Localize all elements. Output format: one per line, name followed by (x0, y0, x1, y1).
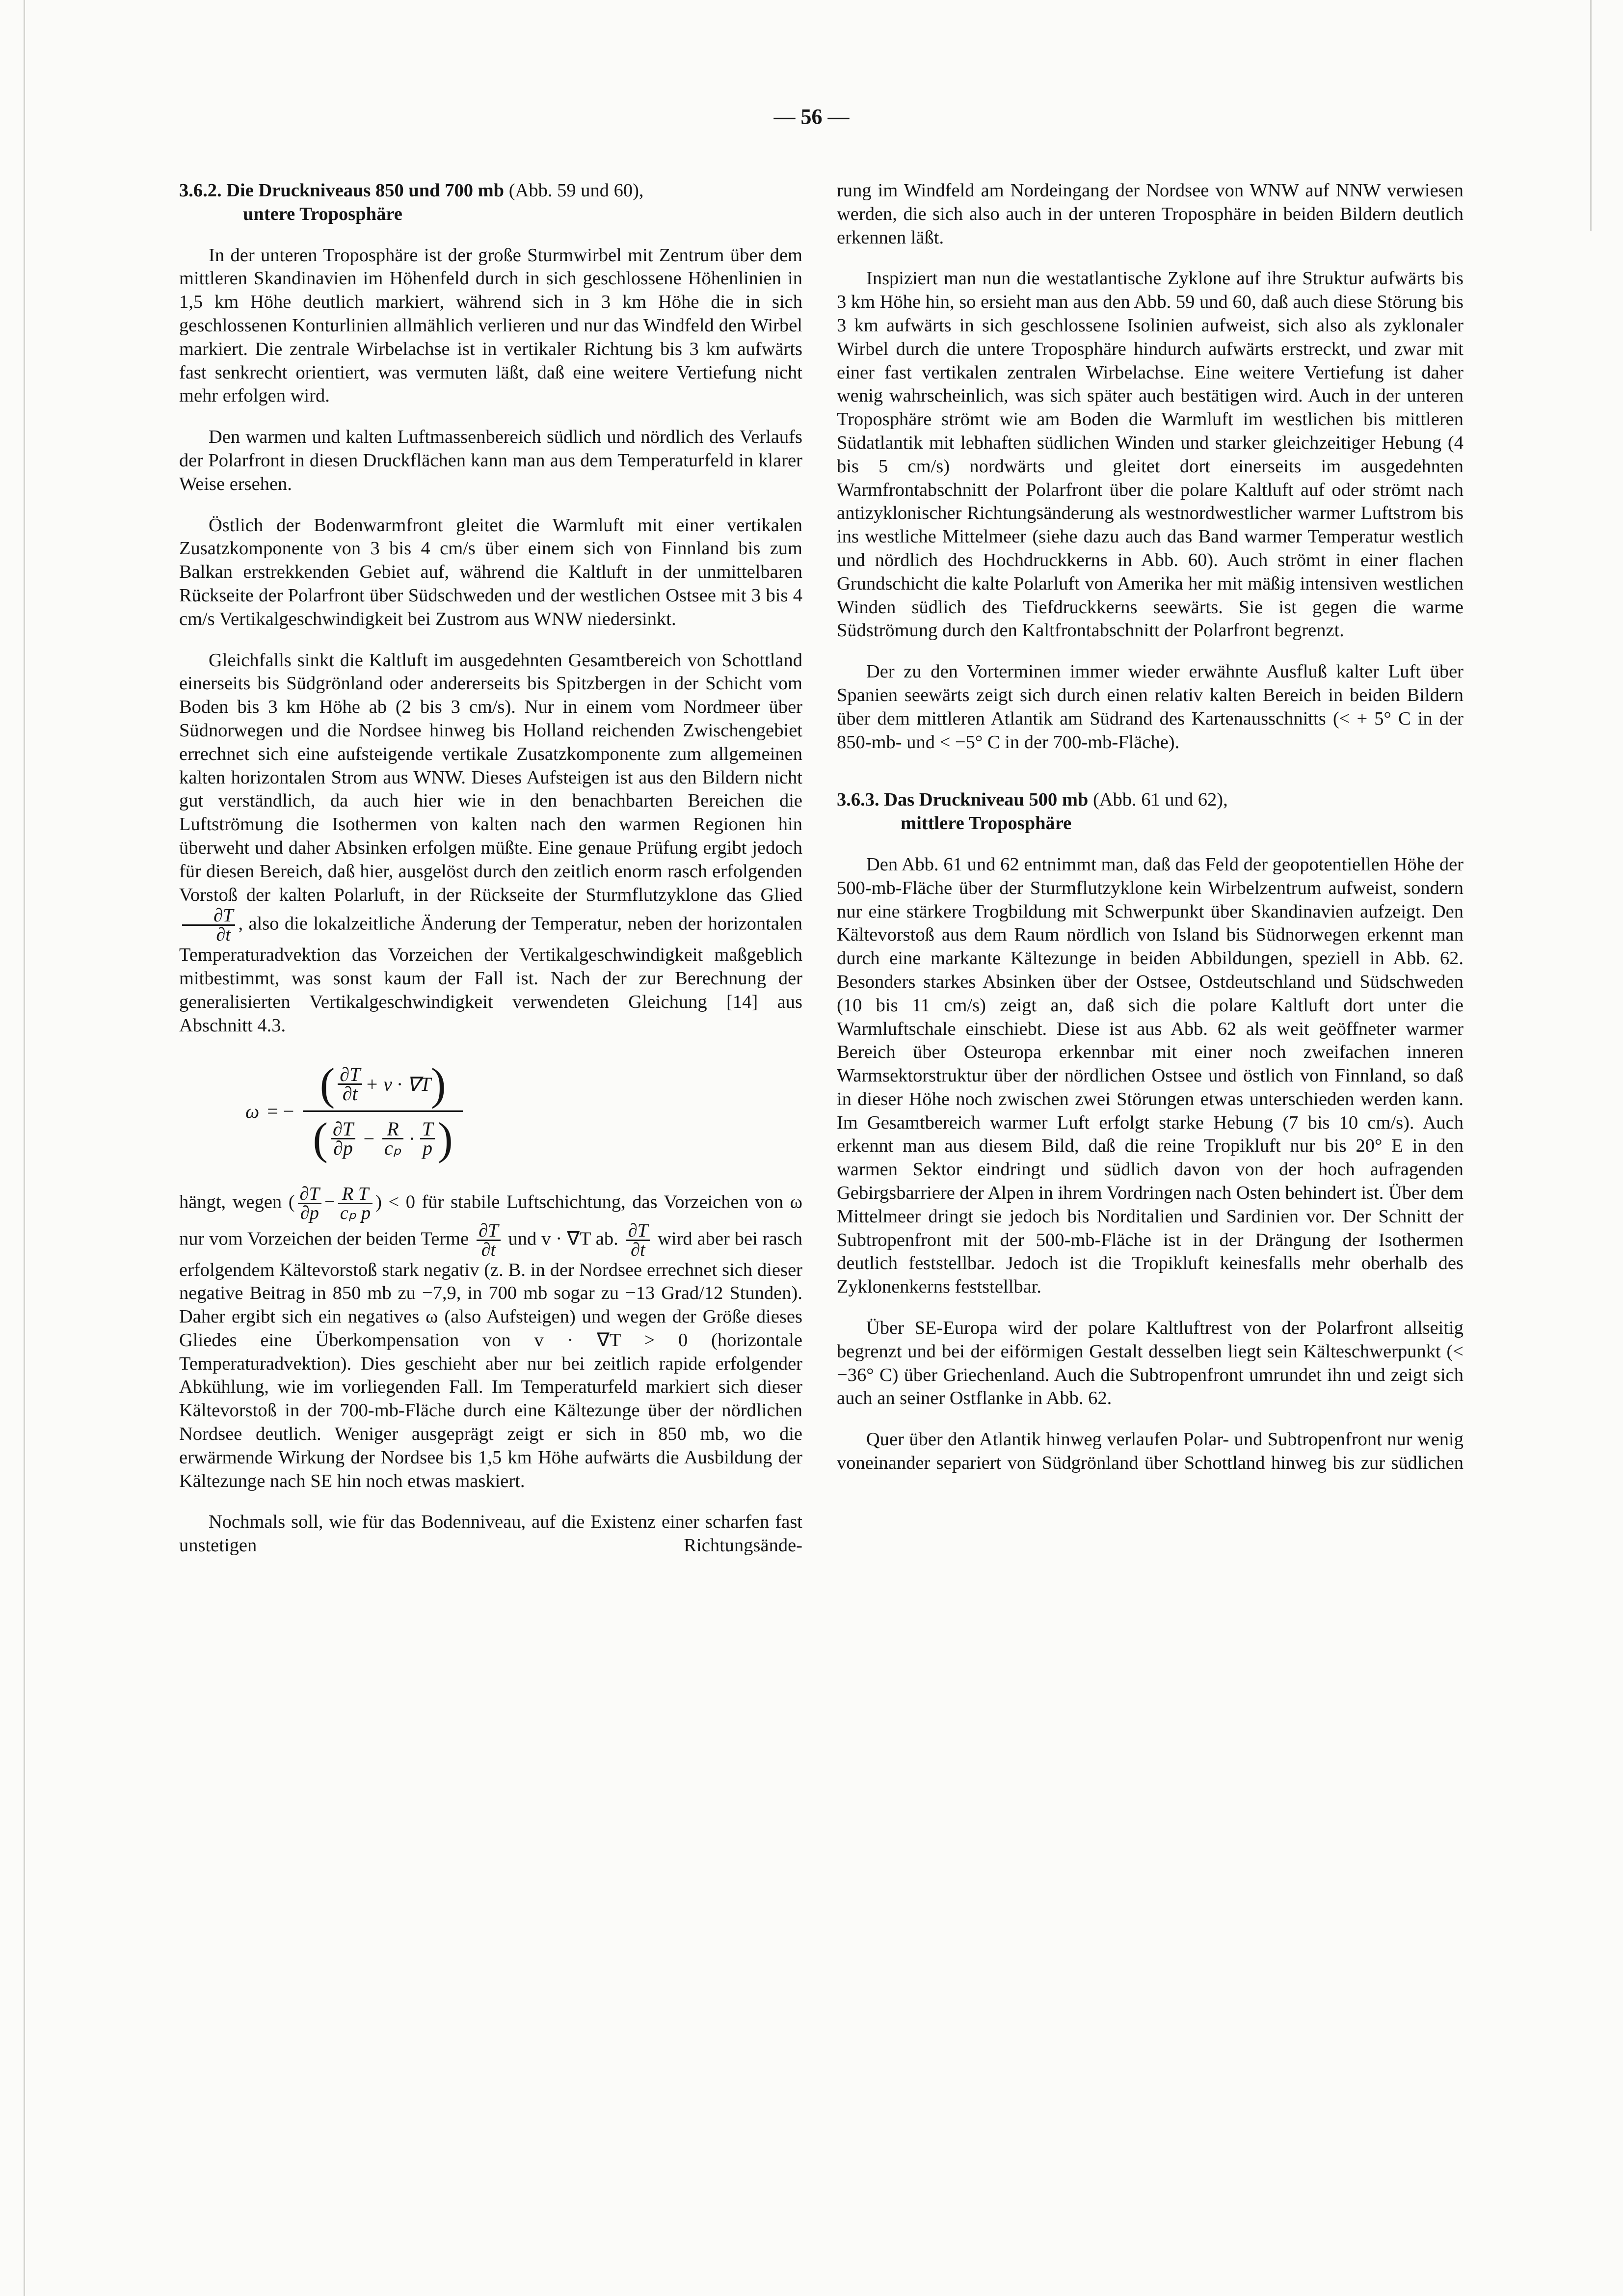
omega-symbol: ω (245, 1100, 260, 1122)
page-number: — 56 — (773, 105, 850, 129)
paragraph: In der unteren Troposphäre ist der große Sturmwirbel mit Zentrum über dem mittleren Skandinavien im Höhenfeld durch in sich geschlossene Höhenlinien in 1,5 km Höhe deutlich markiert, während sich in 3 km Höhe die in sich geschlossenen Konturlinien allmählich verlieren und nur das Windfeld den Wirbel markiert. Die zentrale Wirbelachse ist in vertikaler Richtung bis 3 km aufwärts fast senkrecht orientiert, was vermuten läßt, daß eine weitere Vertiefung nicht mehr erfolgen wird. (179, 244, 802, 406)
fraction-dT-dt: $\frac{\partial T}{\partial t}$ (477, 1222, 500, 1259)
paragraph: Östlich der Bodenwarmfront gleitet die Warmluft mit einer vertikalen Zusatzkomponente von 3 bis 4 cm/s über einem sich von Finnland bis zum Balkan erstrekkenden Gebiet auf, während die Kaltluft in der unmittelbaren Rückseite der Polarfront über Südschweden und der westlichen Ostsee mit 3 bis 4 cm/s Vertikalgeschwindigkeit bei Zustrom aus WNW niedersinkt. (179, 514, 802, 629)
fraction-RT-cpp: $\frac{\text{R T}}{\text{cₚ p}}$ (338, 1185, 372, 1222)
paragraph: Über SE-Europa wird der polare Kaltluftrest von der Polarfront allseitig begrenzt und bei der eiförmigen Gestalt desselben liegt sein Kälteschwerpunkt (< −36° C) über Griechenland. Auch die Subtropenfront umrundet ihn und zeigt sich auch an seiner Ostflanke in Abb. 62. (837, 1318, 1463, 1409)
section-heading-3-6-3 (837, 788, 1463, 836)
omega-equation (179, 1038, 802, 1185)
paragraph: Inspiziert man nun die westatlantische Zyklone auf ihre Struktur aufwärts bis 3 km Höhe hin, so ersieht man aus den Abb. 59 und 60, daß auch diese Störung bis 3 km aufwärts in sich geschlossene Isolinien aufweist, sich also als zyklonaler Wirbel durch die untere Troposphäre hindurch aufwärts erstreckt, und zwar mit einer fast vertikalen zentralen Wirbelachse. Eine weitere Vertiefung ist daher wenig wahrscheinlich, was sich später auch bestätigen wird. Auch in der unteren Troposphäre strömt wie am Boden die Warmluft im westlichen bis mittleren Südatlantik mit lebhaften südlichen Winden und starker gleichzeitiger Hebung (4 bis 5 cm/s) nordwärts und gleitet dort einerseits im ausgedehnten Warmfrontabschnitt der Polarfront über die polare Kaltluft auf oder strömt nach antizyklonischer Richtungsänderung als westnordwestlicher warmer Luftstrom bis ins westliche Mittelmeer (siehe dazu auch das Band warmer Temperatur westlich und nördlich des Hochdruckkerns in Abb. 60). Auch strömt in einer flachen Grundschicht die kalte Polarluft von Amerika her mit mäßig intensiven westlichen Winden südlich des Tiefdruckkerns seewärts. Sie ist gegen die warme Südströmung durch den Kaltfrontabschnitt der Polarfront begrenzt. (837, 268, 1463, 641)
paragraph-text: , also die lokalzeitliche Änderung der Temperatur, neben der horizontalen Temperaturadvektion das Vorzeichen der Vertikalgeschwindigkeit maßgeblich mitbestimmt, was sonst kaum der Fall ist. Nach der zur Berechnung der generalisierten Vertikalgeschwindigkeit verwendeten Gleichung [14] aus Abschnitt 4.3. (179, 913, 802, 1036)
paragraph-text: und v · ∇T ab. (508, 1228, 618, 1249)
omega-denominator: ( $\frac{\partial T}{\partial p}$ − $\frac{R}{\text{cₚ}}$ · $\frac{T}{p}$ ) (313, 1113, 453, 1163)
paragraph: Der zu den Vorterminen immer wieder erwähnte Ausfluß kalter Luft über Spanien seewärts zeigt sich durch einen relativ kalten Bereich in beiden Bildern über dem mittleren Atlantik am Südrand des Kartenausschnitts (< + 5° C in der 850-mb- und < −5° C in der 700-mb-Fläche). (837, 661, 1463, 753)
section-number: 3.6.3. (837, 789, 879, 810)
omega-numerator: ( $\frac{\partial T}{\partial t}$ + v · ∇T ) (303, 1057, 462, 1112)
section-figure-ref: (Abb. 61 und 62), (1092, 789, 1228, 810)
left-column (179, 179, 802, 1558)
paragraph: rung im Windfeld am Nordeingang der Nordsee von WNW auf NNW verwiesen werden, die sich also auch in der unteren Troposphäre in beiden Bildern deutlich erkennen läßt. (837, 180, 1463, 248)
paragraph: Den warmen und kalten Luftmassenbereich südlich und nördlich des Verlaufs der Polarfront in diesen Druckflächen kann man aus dem Temperaturfeld in klarer Weise ersehen. (179, 427, 802, 494)
paragraph: Nochmals soll, wie für das Bodenniveau, auf die Existenz einer scharfen fast unstetigen Richtungsände- (179, 1512, 802, 1556)
section-title: Die Druckniveaus 850 und 700 mb (226, 180, 505, 201)
section-number: 3.6.2. (179, 180, 222, 201)
section-figure-ref: (Abb. 59 und 60), (508, 180, 644, 201)
fraction-dT-dp: $\frac{\partial T}{\partial p}$ (298, 1185, 321, 1222)
right-column (837, 179, 1463, 1475)
section-title: Das Druckniveau 500 mb (884, 789, 1089, 810)
equals-minus: = − (267, 1100, 294, 1122)
scan-edge-left (24, 0, 25, 2296)
paragraph-text: < 0 für stabile Luftschichtung, das Vorzeichen von ω nur vom Vorzeichen der beiden Terme (179, 1191, 802, 1249)
paragraph (179, 649, 802, 1038)
paragraph-text: wird aber bei rasch erfolgendem Kältevorstoß stark negativ (z. B. in der Nordsee errechnet sich dieser negative Beitrag in 850 mb zu −7,9, in 700 mb sogar zu −13 Grad/12 Stunden). Daher ergibt sich ein negatives ω (also Aufsteigen) und wegen der Größe dieses Gliedes eine Überkompensation von v · ∇T > 0 (horizontale Temperaturadvektion). Dies geschieht aber nur bei zeitlich rapide erfolgender Abkühlung, wie im vorliegenden Fall. Im Temperaturfeld markiert sich dieser Kältevorstoß in der 700-mb-Fläche durch eine Kältezunge über der nördlichen Nordsee deutlich. Weniger ausgeprägt zeigt er sich in 850 mb, wo die erwärmende Wirkung der Nordsee bis 1,5 km Höhe aufwärts die Ausbildung der Kältezunge nach SE hin noch etwas maskiert. (179, 1228, 802, 1491)
omega-fraction (303, 1057, 462, 1165)
section-subtitle: mittlere Troposphäre (901, 813, 1072, 834)
paragraph-text: hängt, wegen (179, 1191, 282, 1212)
section-subtitle: untere Troposphäre (243, 203, 402, 224)
paragraph: hängt, wegen ( $\frac{\partial T}{\partial p}$ − $\frac{\text{R T}}{\text{cₚ p}}$ ) < 0 für stabile Luftschichtung, das Vorzeichen von ω nur vom Vorzeichen der beiden Terme $\frac{\partial T}{\partial t}$ und v · ∇T ab. $\frac{\partial T}{\partial t}$ wird aber bei rasch erfolgendem Kältevorstoß stark negativ (z. B. in der Nordsee errechnet sich dieser negative Beitrag in 850 mb zu −7,9, in 700 mb sogar zu −13 Grad/12 Stunden). Daher ergibt sich ein negatives ω (also Aufsteigen) und wegen der Größe dieses Gliedes eine Überkompensation von v · ∇T > 0 (horizontale Temperaturadvektion). Dies geschieht aber nur bei zeitlich rapide erfolgender Abkühlung, wie im vorliegenden Fall. Im Temperaturfeld markiert sich dieser Kältevorstoß in der 700-mb-Fläche durch eine Kältezunge über der nördlichen Nordsee deutlich. Weniger ausgeprägt zeigt er sich in 850 mb, wo die erwärmende Wirkung der Nordsee bis 1,5 km Höhe aufwärts die Ausbildung der Kältezunge nach SE hin noch etwas maskiert. (179, 1183, 802, 1491)
fraction-dT-dt: $\frac{\partial T}{\partial t}$ (182, 907, 235, 944)
paragraph: Quer über den Atlantik hinweg verlaufen Polar- und Subtropenfront nur wenig voneinander separiert von Südgrönland über Schottland hinweg bis zur südlichen (837, 1429, 1463, 1474)
fraction-dT-dt: $\frac{\partial T}{\partial t}$ (626, 1222, 650, 1259)
section-heading-3-6-2 (179, 179, 802, 226)
paragraph: Den Abb. 61 und 62 entnimmt man, daß das Feld der geopotentiellen Höhe der 500-mb-Fläche über der Sturmflutzyklone kein Wirbelzentrum aufweist, sondern nur eine stärkere Trogbildung mit Schwerpunkt über Skandinavien aufzeigt. Den Kältevorstoß aus dem Raum nördlich von Island bis Südnorwegen erkennt man durch eine markante Kältezunge in beiden Abbildungen, speziell in Abb. 62. Besonders starkes Absinken über der Ostsee, Ostdeutschland und Südschweden (10 bis 11 cm/s) zeigt an, daß sich die polare Kaltluft dort unter die Warmluftschale einschiebt. Diese ist aus Abb. 62 als weit geöffneter warmer Bereich über Osteuropa erkennbar mit einer noch zweifachen inneren Warmsektorstruktur über der nördlichen Ostsee und östlich von Finnland, so daß in dieser Höhe noch zwischen zwei Störungen etwas unterschieden werden kann. Im Gesamtbereich warmer Luft erfolgt starke Hebung (7 bis 10 cm/s). Auch erkennt man aus diesem Bild, daß die reine Tropikluft nur bis 20° E in den warmen Sektor eindringt und südlich davon von der hoch aufragenden Gebirgsbarriere der Alpen in ihrem Vordringen nach Osten behindert ist. Über dem Mittelmeer dringt sie jedoch bis Norditalien und Sardinien vor. Der Schnitt der Subtropenfront mit der 500-mb-Fläche ist in der Drängung der Isothermen deutlich feststellbar. Jedoch ist die Tropikluft keinesfalls mehr oberhalb des Zyklonenkerns feststellbar. (837, 854, 1463, 1297)
paragraph-text: Gleichfalls sinkt die Kaltluft im ausgedehnten Gesamtbereich von Schottland einerseits bis Südgrönland oder andererseits bis Spitzbergen in der Schicht vom Boden bis 3 km Höhe ab (2 bis 3 cm/s). Nur in einem vom Nordmeer über Südnorwegen und die Nordsee hinweg bis Holland reichenden Zwischengebiet errechnet sich eine aufsteigende vertikale Zusatzkomponente zum allgemeinen kalten horizontalen Strom aus WNW. Dieses Aufsteigen ist aus den Bildern nicht gut verständlich, da auch hier wie in den benachbarten Bereichen die Luftströmung die Isothermen von kalten nach den warmen Regionen hin überweht und daher Absinken erfolgen müßte. Eine genaue Prüfung ergibt jedoch für diesen Bereich, daß hier, ausgelöst durch den zeitlich enorm rasch erfolgenden Vorstoß der kalten Polarluft, in der Rückseite der Sturmflutzyklone das Glied (179, 649, 802, 905)
